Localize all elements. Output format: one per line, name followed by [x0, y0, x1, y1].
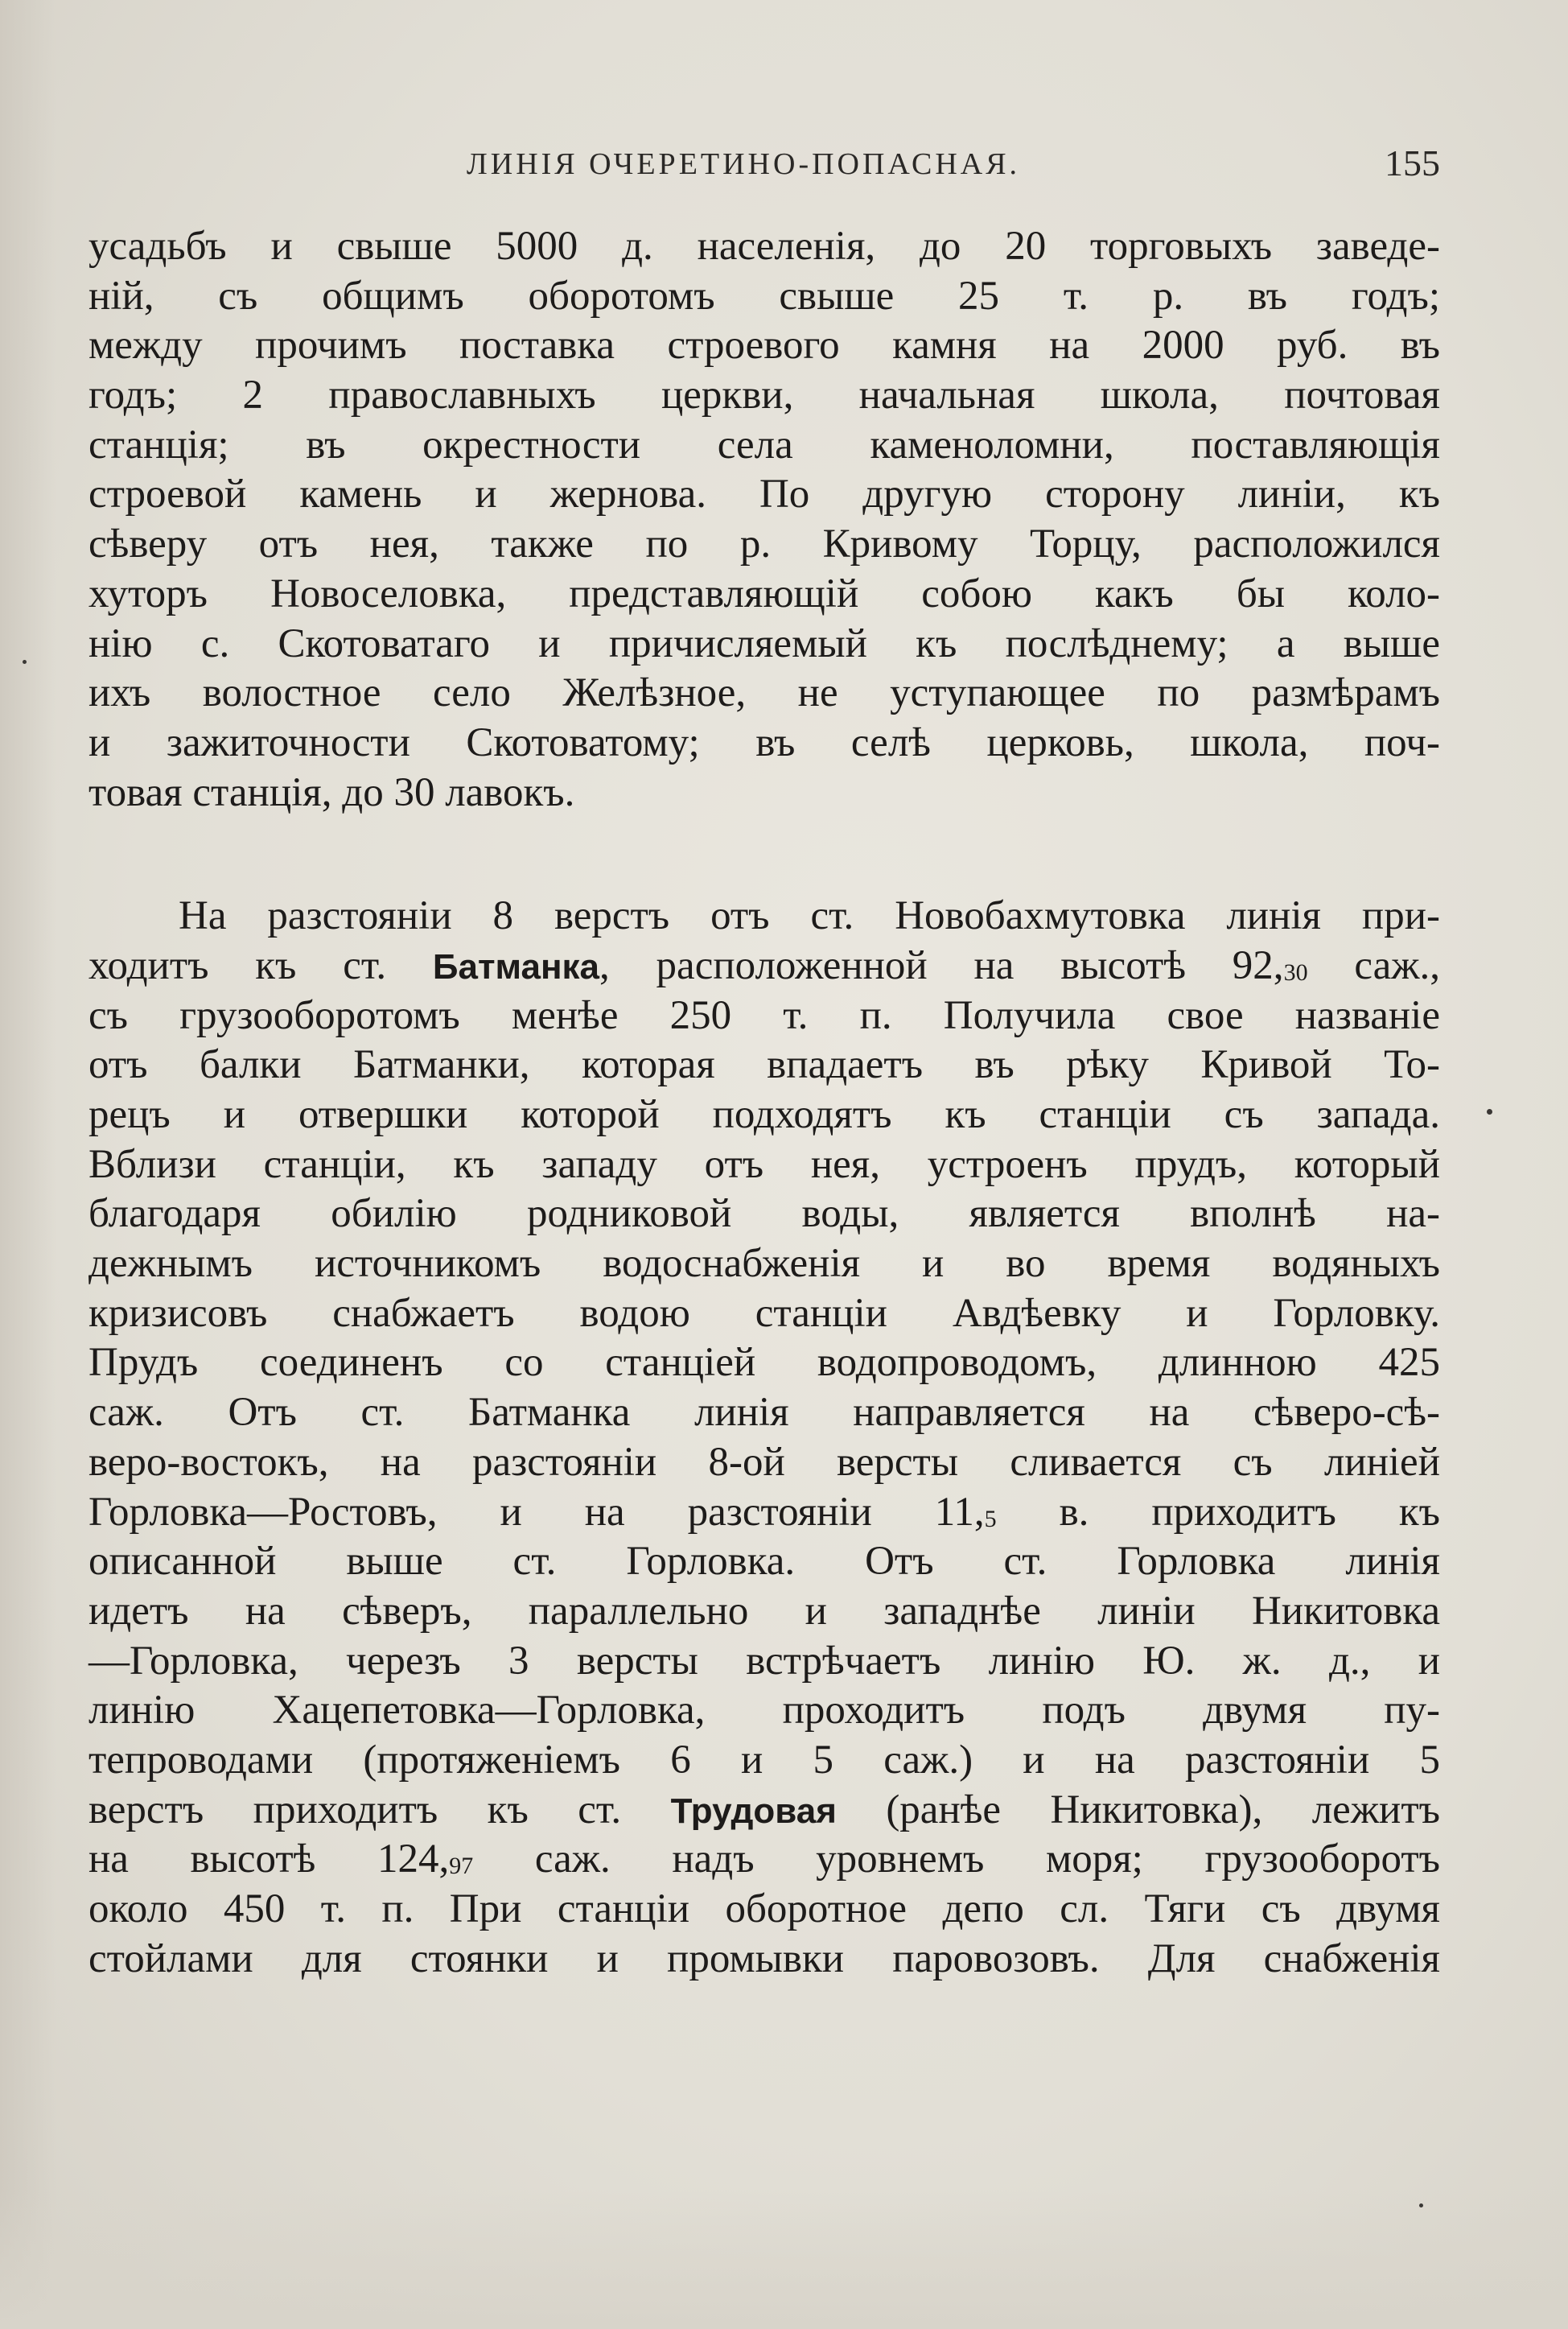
page-shadow-left — [0, 0, 56, 2329]
decimal-digits: 97 — [449, 1853, 474, 1880]
text-run: саж. надъ уровнемъ моря; грузооборотъ — [473, 1836, 1440, 1882]
body-text — [88, 222, 1440, 1984]
text-line: ній, съ общимъ оборотомъ свыше 25 т. р. въ годъ; — [88, 273, 1440, 319]
paragraph-gap — [88, 818, 1440, 892]
text-line: отъ балки Батманки, которая впадаетъ въ рѣку Кривой То- — [88, 1042, 1440, 1088]
text-line: строевой камень и жернова. По другую сторону линіи, къ — [88, 472, 1440, 517]
text-line: рецъ и отвершки которой подходятъ къ станціи съ запада. — [88, 1092, 1440, 1137]
text-line: дежнымъ источникомъ водоснабженія и во время водяныхъ — [88, 1241, 1440, 1287]
page-shadow-bottom — [0, 2189, 1568, 2329]
text-line: идетъ на сѣверъ, параллельно и западнѣе линіи Никитовка — [88, 1588, 1440, 1634]
text-line: Вблизи станціи, къ западу отъ нея, устроенъ прудъ, который — [88, 1141, 1440, 1187]
text-line: веро-востокъ, на разстояніи 8-ой версты сливается съ линіей — [88, 1439, 1440, 1485]
text-line: товая станція, до 30 лавокъ. — [88, 769, 575, 815]
text-line: сѣверу отъ нея, также по р. Кривому Торцу, расположился — [88, 521, 1440, 567]
text-run: саж., — [1307, 942, 1440, 988]
station-name-batmanka: Батманка — [432, 946, 600, 987]
text-run: в. приходитъ къ — [996, 1489, 1440, 1535]
text-line: около 450 т. п. При станціи оборотное депо сл. Тяги съ двумя — [88, 1886, 1440, 1931]
text-line — [88, 942, 1440, 991]
text-line: описанной выше ст. Горловка. Отъ ст. Горловка линія — [88, 1539, 1440, 1585]
text-line: ихъ волостное село Желѣзное, не уступающее по размѣрамъ — [88, 670, 1440, 716]
decimal-digits: 30 — [1283, 958, 1308, 986]
text-line: между прочимъ поставка строевого камня на 2000 руб. въ — [88, 323, 1440, 369]
text-line: съ грузооборотомъ менѣе 250 т. п. Получила свое названіе — [88, 992, 1440, 1038]
decimal-digits: 5 — [984, 1505, 997, 1532]
text-line: станція; въ окрестности села каменоломни, поставляющія — [88, 422, 1440, 468]
station-name-trudovaya: Трудовая — [670, 1791, 837, 1831]
text-run: На разстояніи 8 верстъ отъ ст. Новобахмутовка линія при- — [179, 893, 1440, 939]
text-run: на высотѣ 124, — [88, 1836, 450, 1882]
text-run: Горловка—Ростовъ, и на разстояніи 11, — [88, 1489, 985, 1535]
text-line: кризисовъ снабжаетъ водою станціи Авдѣевку и Горловку. — [88, 1290, 1440, 1336]
ink-speck — [1419, 2203, 1423, 2207]
text-run: верстъ приходитъ къ ст. — [88, 1787, 671, 1832]
text-line: Прудъ соединенъ со станціей водопроводомъ, длинною 425 — [88, 1340, 1440, 1386]
text-line — [88, 1786, 1440, 1836]
text-line: стойлами для стоянки и промывки паровозовъ. Для снабженія — [88, 1935, 1440, 1981]
text-line — [88, 892, 1440, 942]
text-line — [88, 1835, 1440, 1885]
text-line: усадьбъ и свыше 5000 д. населенія, до 20 торговыхъ заведе- — [88, 224, 1440, 269]
text-run: , расположенной на высотѣ 92, — [599, 942, 1284, 988]
text-line: благодаря обилію родниковой воды, является вполнѣ на- — [88, 1191, 1440, 1237]
text-line: хуторъ Новоселовка, представляющій собою какъ бы коло- — [88, 571, 1440, 616]
text-run: ходитъ къ ст. — [88, 942, 433, 988]
text-line: тепроводами (протяженіемъ 6 и 5 саж.) и на разстояніи 5 — [88, 1737, 1440, 1783]
text-line: —Горловка, черезъ 3 версты встрѣчаетъ линію Ю. ж. д., и — [88, 1638, 1440, 1684]
text-line: и зажиточности Скотоватому; въ селѣ церковь, школа, поч- — [88, 719, 1440, 765]
text-line — [88, 1488, 1440, 1538]
ink-speck — [1487, 1109, 1492, 1115]
text-line: линію Хацепетовка—Горловка, проходитъ подъ двумя пу- — [88, 1688, 1440, 1733]
text-run: (ранѣе Никитовка), лежитъ — [836, 1787, 1441, 1832]
text-line: саж. Отъ ст. Батманка линія направляется на сѣверо-сѣ- — [88, 1390, 1440, 1436]
running-head: ЛИНІЯ ОЧЕРЕТИНО-ПОПАСНАЯ. — [467, 147, 1021, 181]
ink-speck — [23, 660, 27, 664]
text-line: годъ; 2 православныхъ церкви, начальная школа, почтовая — [88, 373, 1440, 418]
text-line: нію с. Скотоватаго и причисляемый къ послѣднему; а выше — [88, 620, 1440, 666]
page-header — [88, 142, 1440, 195]
page-number: 155 — [1385, 142, 1440, 183]
